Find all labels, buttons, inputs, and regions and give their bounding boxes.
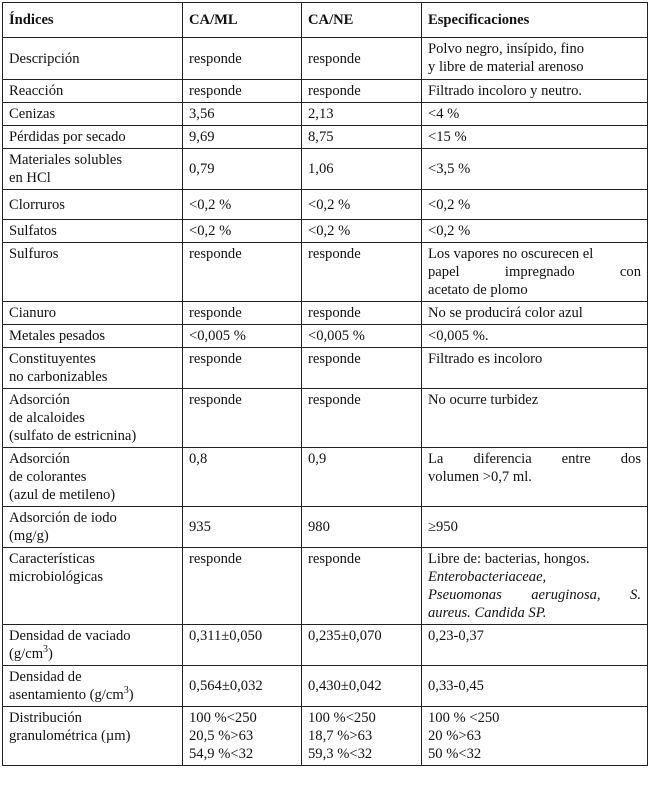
cane-value: <0,2 % <box>302 220 422 243</box>
row-label <box>3 448 183 507</box>
value-line: 100 % <250 <box>428 710 500 726</box>
caml-value: <0,005 % <box>183 325 302 348</box>
cane-value: 8,75 <box>302 126 422 149</box>
caml-value: 9,69 <box>183 126 302 149</box>
caml-value: <0,2 % <box>183 220 302 243</box>
table-row <box>3 220 648 243</box>
label-line: de alcaloides <box>9 410 85 426</box>
label-line <box>9 645 176 663</box>
caml-value: responde <box>183 243 302 302</box>
label-line: Constituyentes <box>9 351 96 367</box>
spec-line: Libre de: bacterias, hongos. <box>428 551 590 567</box>
table-row <box>3 38 648 80</box>
table-row <box>3 707 648 766</box>
cane-value: 980 <box>302 507 422 548</box>
superscript: 3 <box>123 685 129 697</box>
label-line: Adsorción de iodo <box>9 510 117 526</box>
label-line: (azul de metileno) <box>9 487 116 503</box>
spec-line: Polvo negro, insípido, fino <box>428 41 585 57</box>
spec-value: <15 % <box>422 126 648 149</box>
spec-value <box>422 707 648 766</box>
caml-value: 0,311±0,050 <box>183 625 302 666</box>
spec-value: <3,5 % <box>422 149 648 190</box>
cane-value: <0,2 % <box>302 190 422 220</box>
value-line: 54,9 %<32 <box>189 746 254 762</box>
row-label: Sulfuros <box>3 243 183 302</box>
table-row <box>3 149 648 190</box>
label-text: asentamiento (g/cm <box>9 687 124 703</box>
cane-value: <0,005 % <box>302 325 422 348</box>
table-row <box>3 348 648 389</box>
header-cane: CA/NE <box>302 3 422 38</box>
label-line: Materiales solubles <box>9 152 123 168</box>
table-row <box>3 80 648 103</box>
caml-value: responde <box>183 38 302 80</box>
table-row <box>3 126 648 149</box>
row-label: Clorruros <box>3 190 183 220</box>
spec-value: Filtrado es incoloro <box>422 348 648 389</box>
value-line: 100 %<250 <box>189 710 257 726</box>
spec-value: <0,2 % <box>422 190 648 220</box>
caml-value: responde <box>183 302 302 325</box>
spec-value <box>422 448 648 507</box>
cane-value: responde <box>302 38 422 80</box>
spec-line: aureus. Candida SP. <box>428 605 547 621</box>
value-line: 18,7 %>63 <box>308 728 373 744</box>
spec-line: papel impregnado con <box>428 264 641 280</box>
row-label <box>3 548 183 625</box>
value-line: 59,3 %<32 <box>308 746 373 762</box>
table-row <box>3 389 648 448</box>
row-label <box>3 507 183 548</box>
table-row <box>3 448 648 507</box>
header-row <box>3 3 648 38</box>
row-label: Cenizas <box>3 103 183 126</box>
table-row <box>3 190 648 220</box>
label-text: ) <box>128 687 134 703</box>
cane-value: 0,9 <box>302 448 422 507</box>
row-label <box>3 149 183 190</box>
spec-value: <4 % <box>422 103 648 126</box>
cane-value: responde <box>302 348 422 389</box>
value-line: 20 %>63 <box>428 728 482 744</box>
caml-value <box>183 707 302 766</box>
row-label: Descripción <box>3 38 183 80</box>
spec-value: No se producirá color azul <box>422 302 648 325</box>
spec-value: <0,2 % <box>422 220 648 243</box>
label-line: de colorantes <box>9 469 87 485</box>
table-row <box>3 625 648 666</box>
caml-value: 0,79 <box>183 149 302 190</box>
row-label: Metales pesados <box>3 325 183 348</box>
header-spec: Especificaciones <box>422 3 648 38</box>
cane-value: responde <box>302 389 422 448</box>
spec-value: No ocurre turbidez <box>422 389 648 448</box>
label-line: Características <box>9 551 95 567</box>
row-label: Sulfatos <box>3 220 183 243</box>
spec-line: y libre de material arenoso <box>428 59 584 75</box>
header-indices: Índices <box>3 3 183 38</box>
label-text: ) <box>48 646 53 662</box>
cane-value: 0,235±0,070 <box>302 625 422 666</box>
spec-value <box>422 38 648 80</box>
cane-value: 2,13 <box>302 103 422 126</box>
value-line: 20,5 %>63 <box>189 728 254 744</box>
caml-value: 0,8 <box>183 448 302 507</box>
cane-value: responde <box>302 80 422 103</box>
cane-value: responde <box>302 548 422 625</box>
spec-value: 0,23-0,37 <box>422 625 648 666</box>
spec-line: Pseuomonas aeruginosa, S. <box>428 587 641 603</box>
superscript: 3 <box>43 644 49 656</box>
table-row <box>3 302 648 325</box>
row-label <box>3 707 183 766</box>
caml-value: <0,2 % <box>183 190 302 220</box>
caml-value: responde <box>183 348 302 389</box>
table-row <box>3 325 648 348</box>
spec-value: Filtrado incoloro y neutro. <box>422 80 648 103</box>
caml-value: responde <box>183 80 302 103</box>
spec-line: Enterobacteriaceae, <box>428 569 547 585</box>
label-line: Densidad de vaciado <box>9 628 131 644</box>
label-line: no carbonizables <box>9 369 108 385</box>
caml-value: 935 <box>183 507 302 548</box>
spec-value: 0,33-0,45 <box>422 666 648 707</box>
spec-line: Los vapores no oscurecen el <box>428 246 594 262</box>
value-line: 50 %<32 <box>428 746 482 762</box>
caml-value: 3,56 <box>183 103 302 126</box>
spec-value <box>422 243 648 302</box>
table-row <box>3 103 648 126</box>
cane-value <box>302 707 422 766</box>
row-label: Cianuro <box>3 302 183 325</box>
table-row <box>3 507 648 548</box>
label-line: granulométrica (µm) <box>9 728 131 744</box>
label-line <box>9 686 176 704</box>
label-text: (g/cm <box>9 646 44 662</box>
header-caml: CA/ML <box>183 3 302 38</box>
label-line: Adsorción <box>9 392 70 408</box>
row-label: Reacción <box>3 80 183 103</box>
spec-value: <0,005 %. <box>422 325 648 348</box>
label-line: Adsorción <box>9 451 70 467</box>
table-row <box>3 548 648 625</box>
caml-value: responde <box>183 389 302 448</box>
row-label <box>3 348 183 389</box>
label-line: (sulfato de estricnina) <box>9 428 137 444</box>
cane-value: 1,06 <box>302 149 422 190</box>
label-line: Distribución <box>9 710 82 726</box>
caml-value: responde <box>183 548 302 625</box>
row-label <box>3 389 183 448</box>
cane-value: responde <box>302 243 422 302</box>
table-row <box>3 666 648 707</box>
table-row <box>3 243 648 302</box>
spec-line: La diferencia entre dos <box>428 451 641 467</box>
row-label: Pérdidas por secado <box>3 126 183 149</box>
spec-line: volumen >0,7 ml. <box>428 469 532 485</box>
cane-value: responde <box>302 302 422 325</box>
spec-value: ≥950 <box>422 507 648 548</box>
caml-value: 0,564±0,032 <box>183 666 302 707</box>
value-line: 100 %<250 <box>308 710 376 726</box>
spec-value <box>422 548 648 625</box>
label-line: microbiológicas <box>9 569 104 585</box>
row-label <box>3 625 183 666</box>
specifications-table <box>2 2 648 766</box>
label-line: Densidad de <box>9 669 82 685</box>
label-line: (mg/g) <box>9 528 49 544</box>
label-line: en HCl <box>9 170 51 186</box>
cane-value: 0,430±0,042 <box>302 666 422 707</box>
row-label <box>3 666 183 707</box>
spec-line: acetato de plomo <box>428 282 528 298</box>
